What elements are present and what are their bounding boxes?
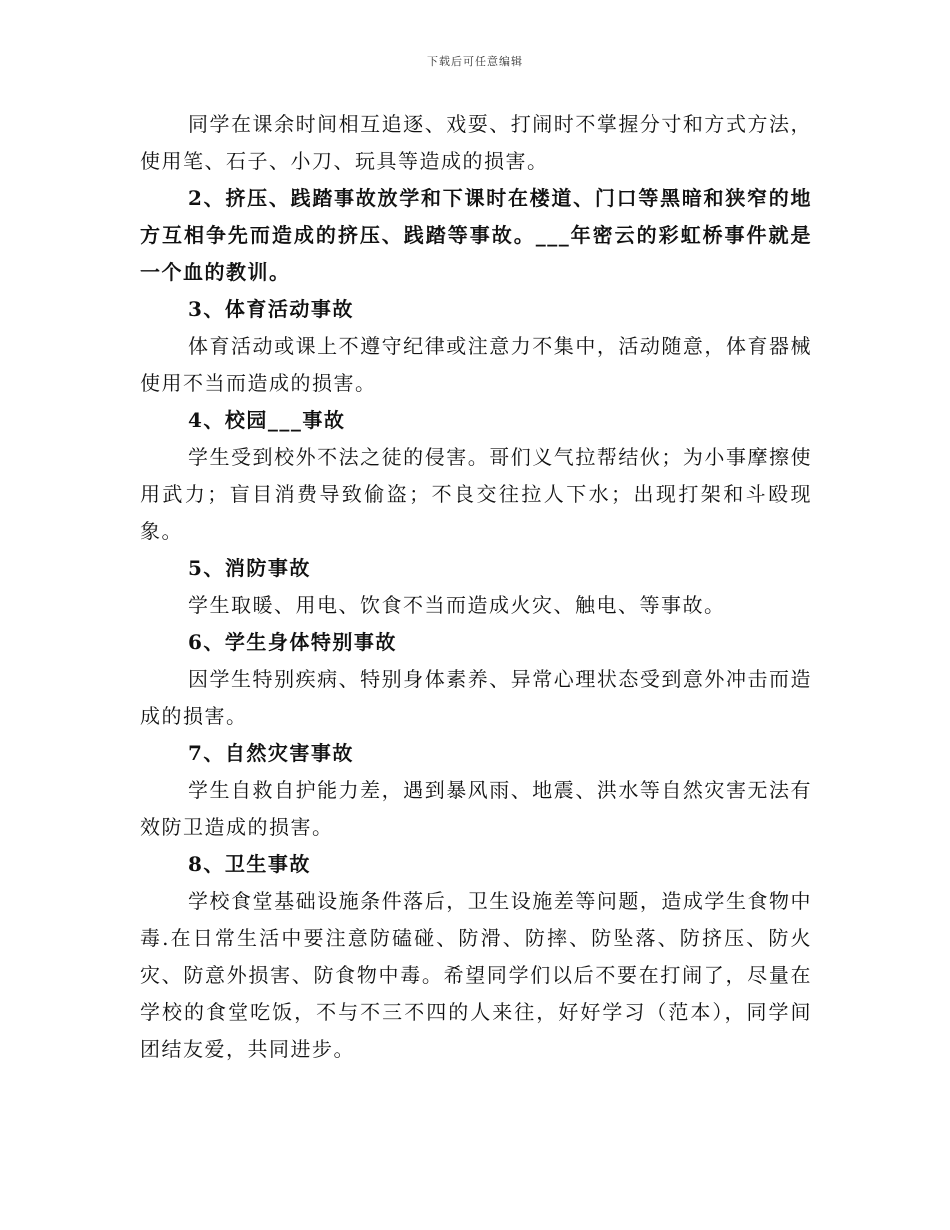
paragraph-campus-accident: 学生受到校外不法之徒的侵害。哥们义气拉帮结伙；为小事摩擦使用武力；盲目消费导致偷盗；不良交往拉人下水；出现打架和斗殴现象。 [140,445,812,543]
paragraph-intro-continued: 同学在课余时间相互追逐、戏耍、打闹时不掌握分寸和方式方法，使用笔、石子、小刀、玩具等造成的损害。 [140,112,812,173]
paragraph-hygiene-accident: 学校食堂基础设施条件落后，卫生设施差等问题，造成学生食物中毒.在日常生活中要注意防磕碰、防滑、防摔、防坠落、防挤压、防火灾、防意外损害、防食物中毒。希望同学们以后不要在打闹了，尽量在学校的食堂吃饭，不与不三不四的人来往，好好学习（范本），同学间团结友爱，共同进步。 [140,889,812,1061]
paragraph-natural-disaster: 学生自救自护能力差，遇到暴风雨、地震、洪水等自然灾害无法有效防卫造成的损害。 [140,778,812,839]
page-header: 下载后可任意编辑 [427,55,523,68]
heading-fire-accident: 5、消防事故 [188,556,311,580]
paragraph-physical-accident: 因学生特别疾病、特别身体素养、异常心理状态受到意外冲击而造成的损害。 [140,667,812,728]
heading-natural-disaster: 7、自然灾害事故 [188,741,354,765]
heading-campus-accident: 4、校园___事故 [188,408,346,432]
document-body [140,106,812,1068]
heading-sports-accident: 3、体育活动事故 [188,297,354,321]
section-2-crowding-accident: 2、挤压、践踏事故放学和下课时在楼道、门口等黑暗和狭窄的地方互相争先而造成的挤压、践踏等事故。___年密云的彩虹桥事件就是一个血的教训。 [140,186,812,284]
paragraph-sports-accident: 体育活动或课上不遵守纪律或注意力不集中，活动随意，体育器械使用不当而造成的损害。 [140,334,812,395]
paragraph-fire-accident: 学生取暖、用电、饮食不当而造成火灾、触电、等事故。 [188,593,726,617]
heading-hygiene-accident: 8、卫生事故 [188,852,311,876]
heading-physical-accident: 6、学生身体特别事故 [188,630,397,654]
